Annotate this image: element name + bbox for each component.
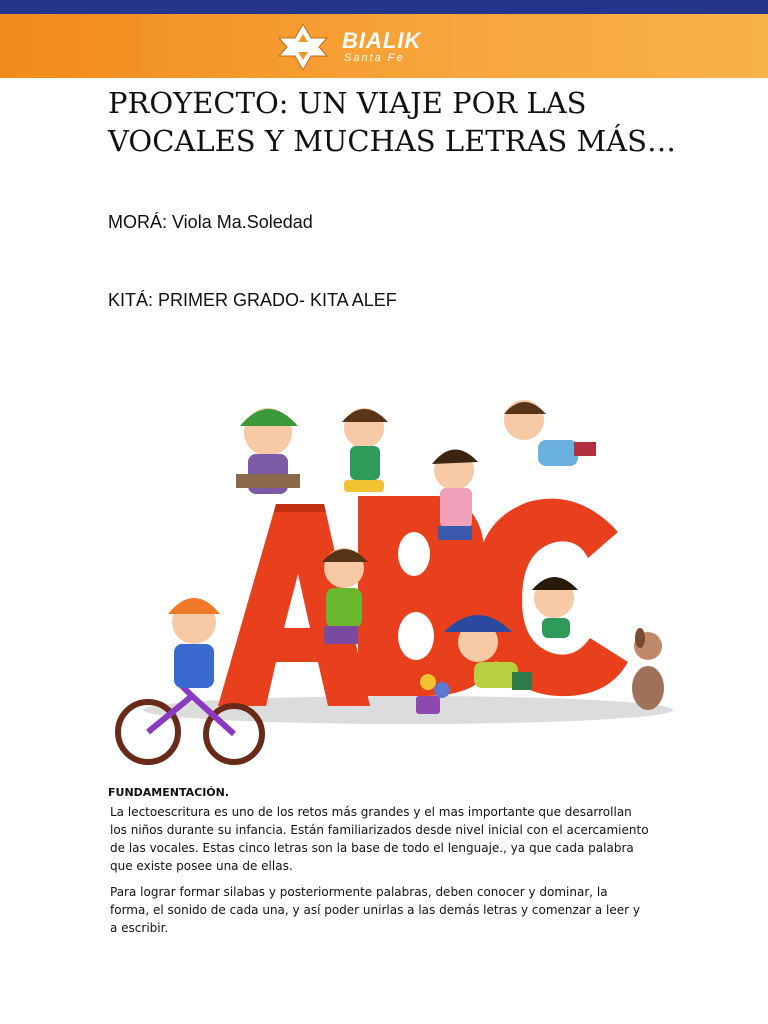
top-color-bar: [0, 0, 768, 14]
child-in-letter-c: [532, 577, 578, 638]
fundamentacion-paragraph: La lectoescritura es uno de los retos más grandes y el mas importante que desarrollan los niños durante su infancia. Están familiarizados desde nivel inicial con el acercamiento de las vocales. Estas cinco letras son la base de todo el lenguaje., ya que cada palabra que existe posee una de ellas.: [110, 805, 649, 873]
teacher-line: MORÁ: Viola Ma.Soledad: [108, 212, 313, 232]
child-with-glasses: [504, 400, 596, 466]
logo-tagline: Santa Fe: [344, 52, 405, 64]
child-sitting-top: [342, 408, 388, 492]
project-title: PROYECTO: UN VIAJE POR LAS VOCALES Y MUCHAS LETRAS MÁS…: [108, 86, 676, 158]
logo-name: BIALIK: [342, 28, 422, 53]
abc-children-illustration: [108, 392, 678, 780]
class-line: KITÁ: PRIMER GRADO- KITA ALEF: [108, 290, 397, 310]
child-striped-shirt: [432, 449, 478, 540]
child-reading-green-hat: [236, 408, 300, 494]
fundamentacion-paragraph: Para lograr formar silabas y posteriormente palabras, deben conocer y dominar, la forma, el sonido de cada una, y así poder unirlas a las demás letras y comenzar a leer y a escribir.: [110, 885, 641, 935]
fundamentacion-heading: FUNDAMENTACIÓN.: [108, 786, 230, 799]
star-logo-icon: [270, 22, 336, 72]
school-logo: [270, 20, 450, 74]
dog: [632, 628, 664, 710]
header-banner: [0, 14, 768, 78]
